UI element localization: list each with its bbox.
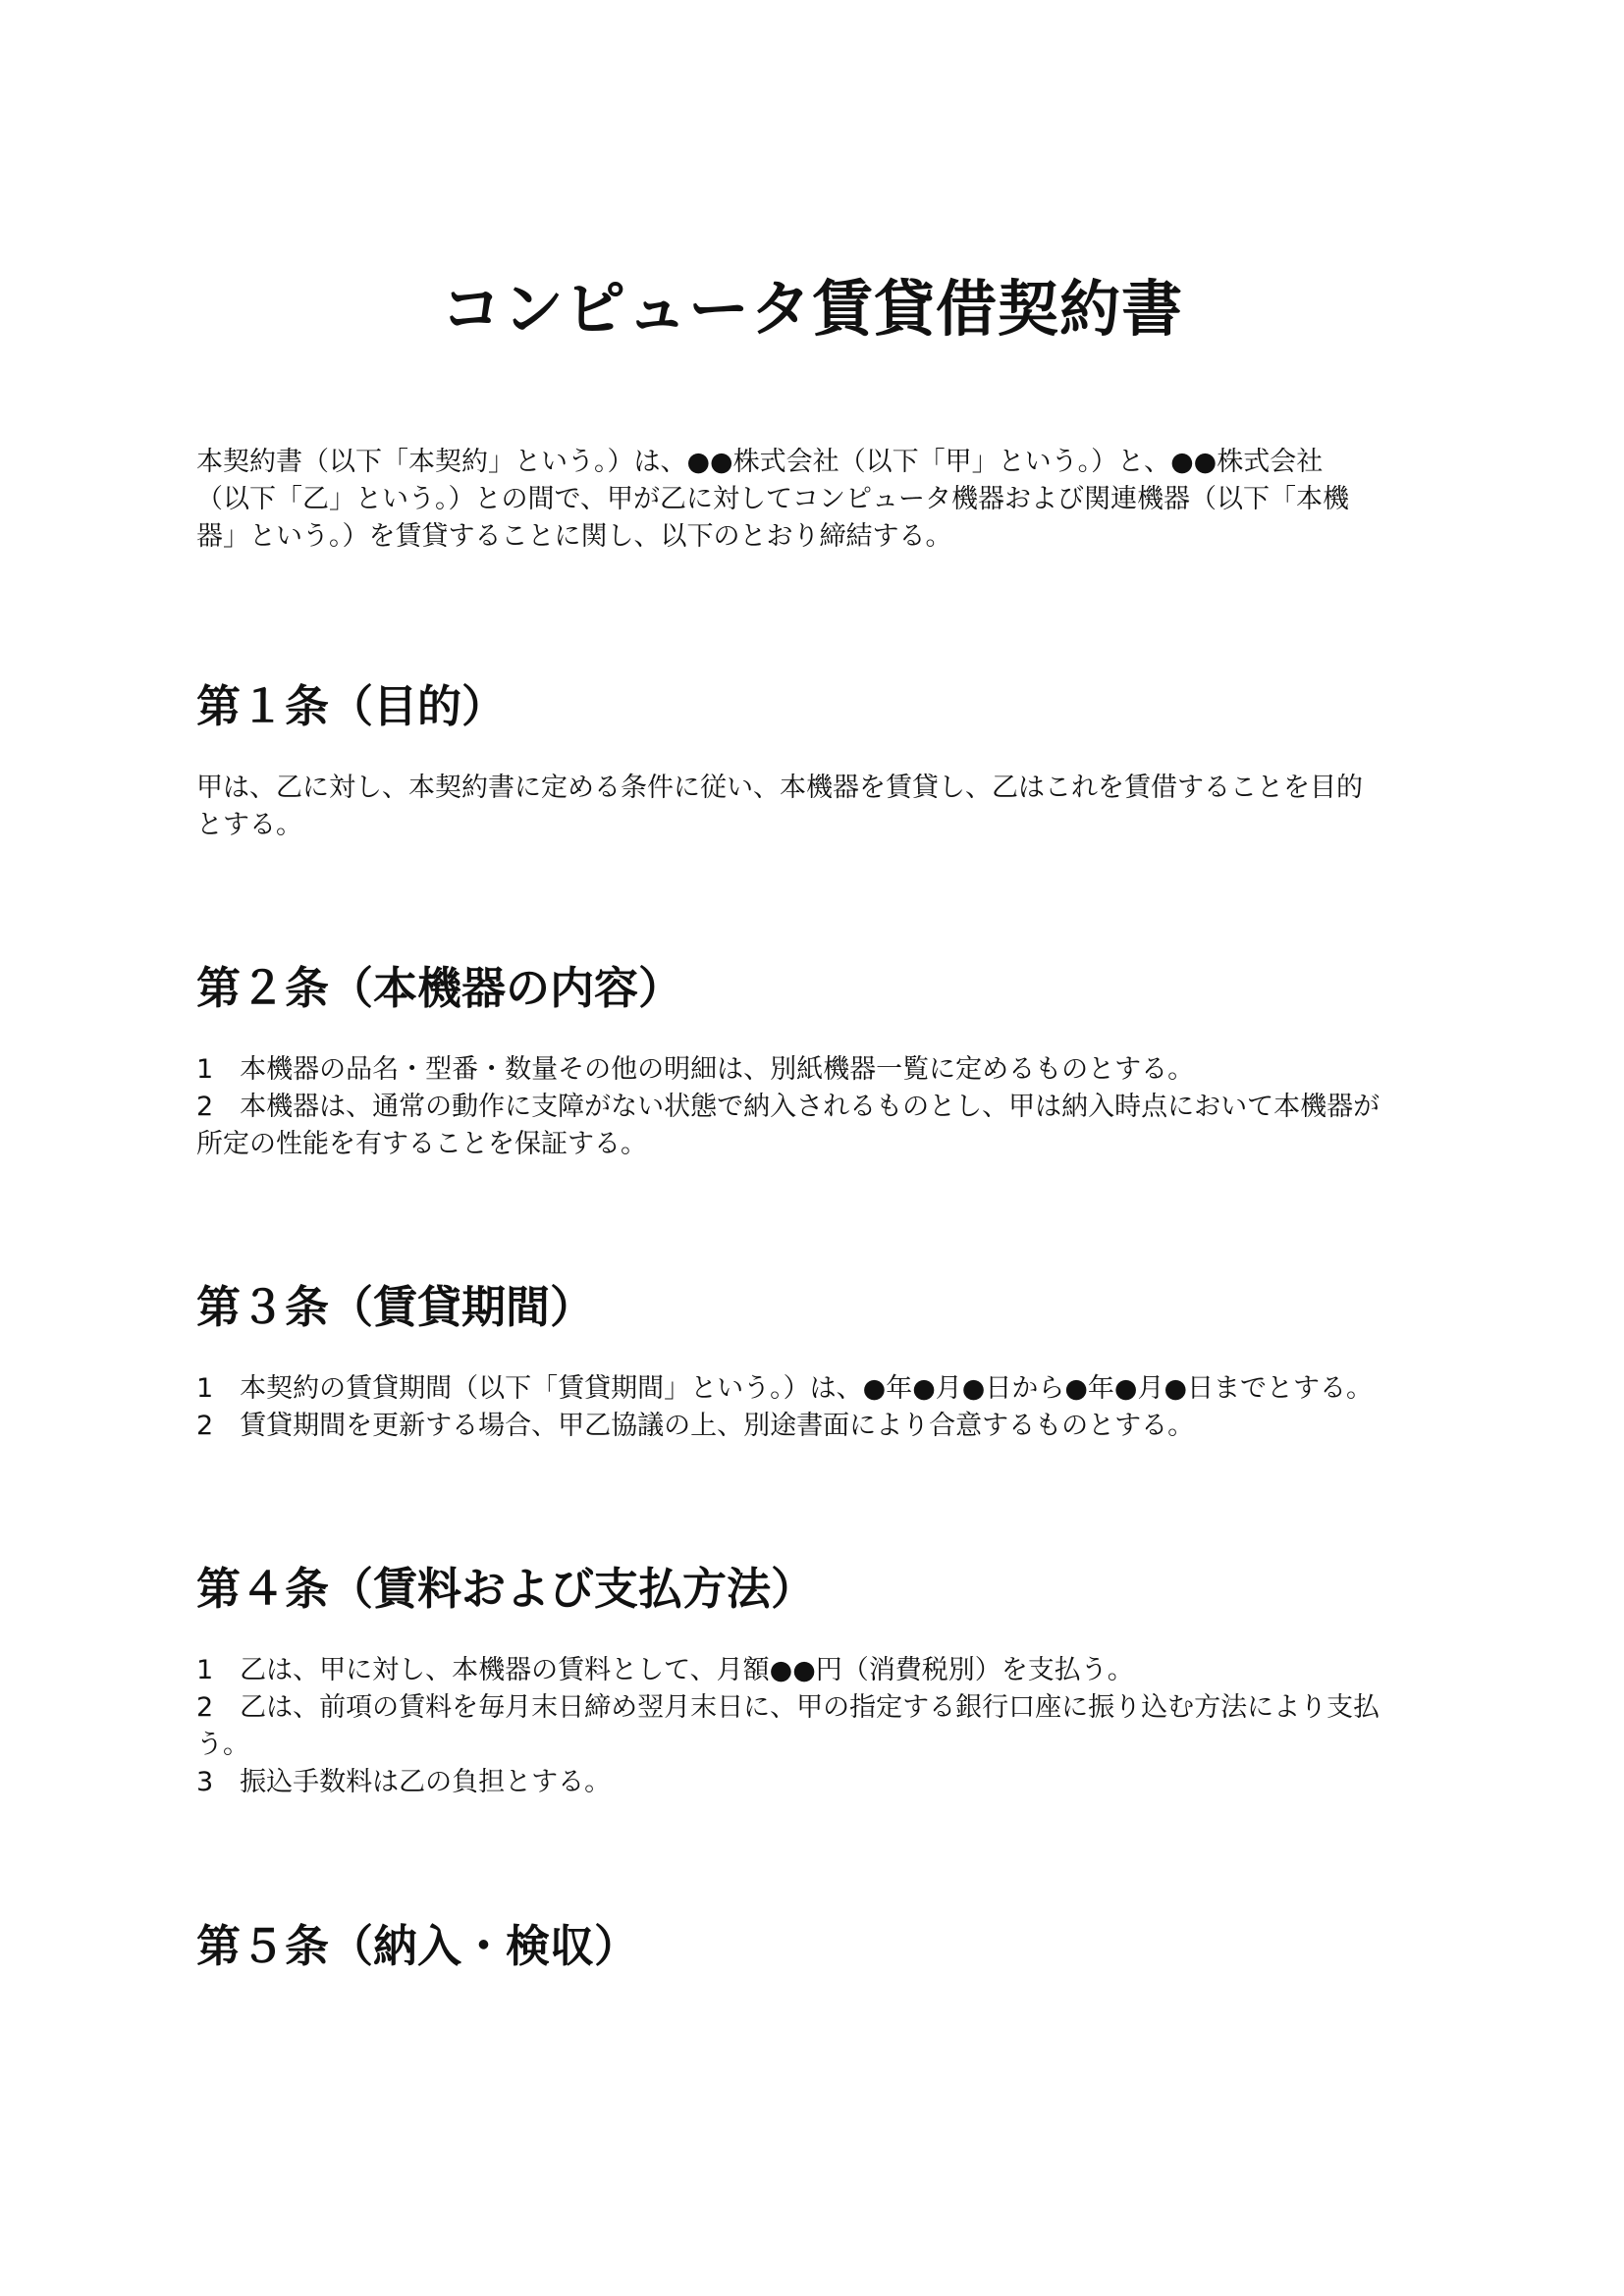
- article-line: とする。: [196, 810, 302, 840]
- article-2-body: [196, 1051, 1443, 1163]
- preamble-line: 本契約書（以下「本契約」という。）は、●●株式会社（以下「甲」という。）と、●●株式会社: [196, 447, 1324, 477]
- article-5-heading: 第５条（納入・検収）: [196, 1920, 639, 1972]
- article-2-heading: 第２条（本機器の内容）: [196, 962, 683, 1014]
- article-3-heading: 第３条（賃貸期間）: [196, 1281, 595, 1333]
- article-line: 所定の性能を有することを保証する。: [196, 1129, 647, 1159]
- document-title: コンピュータ賃貸借契約書: [440, 273, 1183, 345]
- preamble-line: （以下「乙」という。）との間で、甲が乙に対してコンピュータ機器および関連機器（以下「本機: [196, 484, 1349, 514]
- article-line: 2 乙は、前項の賃料を毎月末日締め翌月末日に、甲の指定する銀行口座に振り込む方法により支払: [196, 1692, 1380, 1723]
- article-line: 1 乙は、甲に対し、本機器の賃料として、月額●●円（消費税別）を支払う。: [196, 1655, 1134, 1685]
- preamble-line: 器」という。）を賃貸することに関し、以下のとおり締結する。: [196, 521, 952, 552]
- article-line: 3 振込手数料は乙の負担とする。: [196, 1767, 612, 1797]
- article-4-heading: 第４条（賃料および支払方法）: [196, 1563, 816, 1615]
- article-4-body: [196, 1652, 1443, 1801]
- article-1-body: [196, 770, 1443, 844]
- article-line: 2 賃貸期間を更新する場合、甲乙協議の上、別途書面により合意するものとする。: [196, 1411, 1195, 1441]
- article-line: 1 本機器の品名・型番・数量その他の明細は、別紙機器一覧に定めるものとする。: [196, 1054, 1195, 1085]
- article-1-heading: 第１条（目的）: [196, 680, 507, 732]
- article-line: 1 本契約の賃貸期間（以下「賃貸期間」という。）は、●年●月●日から●年●月●日までとする。: [196, 1373, 1374, 1404]
- article-line: 2 本機器は、通常の動作に支障がない状態で納入されるものとし、甲は納入時点において本機器が: [196, 1092, 1380, 1122]
- article-3-body: [196, 1370, 1443, 1445]
- preamble-paragraph: [196, 444, 1443, 556]
- article-line: う。: [196, 1730, 249, 1760]
- article-line: 甲は、乙に対し、本契約書に定める条件に従い、本機器を賃貸し、乙はこれを賃借することを目的: [196, 773, 1363, 803]
